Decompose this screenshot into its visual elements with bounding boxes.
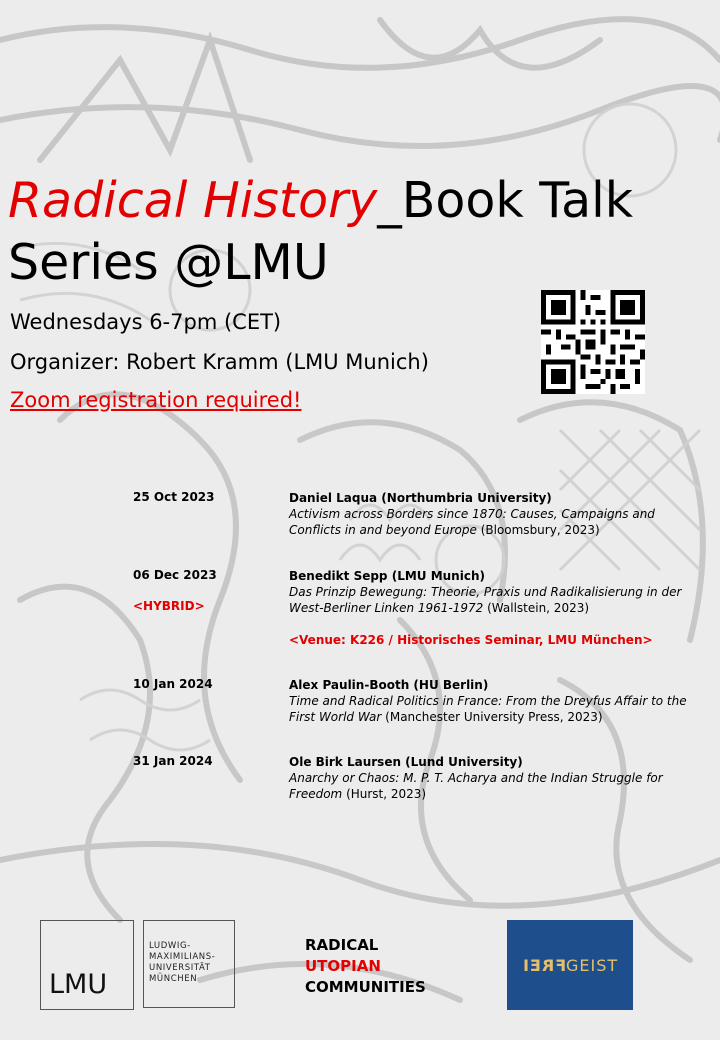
title-italic: Radical History: [8, 172, 378, 229]
organizer-text: Organizer: Robert Kramm (LMU Munich): [10, 350, 429, 374]
freigeist-text: GEIST: [565, 955, 619, 975]
ruc-line: COMMUNITIES: [305, 978, 426, 996]
lmu-wordmark: [143, 920, 235, 1008]
event-book-title: Das Prinzip Bewegung: Theorie, Praxis und Radikalisierung in der West-Berliner Linken 1961-1972: [289, 585, 682, 615]
freigeist-logo: [507, 920, 633, 1010]
schedule-text: Wednesdays 6-7pm (CET): [10, 310, 282, 334]
event-book-title: Time and Radical Politics in France: From the Dreyfus Affair to the First World War: [289, 694, 687, 724]
event-publisher: (Wallstein, 2023): [483, 601, 590, 615]
event-speaker: Daniel Laqua (Northumbria University): [289, 491, 552, 505]
event-venue: <Venue: K226 / Historisches Seminar, LMU München>: [289, 633, 653, 647]
event-publisher: (Bloomsbury, 2023): [476, 523, 600, 537]
event-speaker: Alex Paulin-Booth (HU Berlin): [289, 678, 489, 692]
lmu-name-line: UNIVERSITÄT: [149, 963, 211, 973]
event-speaker: Benedikt Sepp (LMU Munich): [289, 569, 485, 583]
ruc-line: RADICAL: [305, 936, 379, 954]
event-detail: [289, 568, 689, 648]
event-detail: [289, 677, 689, 725]
ruc-line: UTOPIAN: [305, 957, 381, 975]
zoom-registration-link[interactable]: Zoom registration required!: [10, 388, 302, 412]
lmu-name-line: MÜNCHEN: [149, 974, 198, 984]
lmu-logo: [40, 920, 134, 1010]
event-date: 25 Oct 2023: [133, 490, 215, 504]
event-publisher: (Hurst, 2023): [342, 787, 427, 801]
event-publisher: (Manchester University Press, 2023): [381, 710, 603, 724]
event-detail: [289, 754, 689, 802]
event-date: 10 Jan 2024: [133, 677, 213, 691]
event-date: 06 Dec 2023: [133, 568, 217, 582]
qr-code-icon[interactable]: [541, 290, 645, 394]
lmu-logo-mark: LMU: [49, 969, 108, 1000]
event-speaker: Ole Birk Laursen (Lund University): [289, 755, 523, 769]
event-hybrid-badge: <HYBRID>: [133, 599, 205, 613]
page-title: [8, 170, 708, 294]
lmu-name-line: MAXIMILIANS-: [149, 952, 216, 962]
lmu-name-line: LUDWIG-: [149, 941, 191, 951]
radical-utopian-communities-logo: [305, 935, 426, 998]
title-rest: _Book Talk Series @LMU: [8, 172, 634, 291]
event-book-title: Activism across Borders since 1870: Causes, Campaigns and Conflicts in and beyond Europe: [289, 507, 655, 537]
freigeist-mirrored-text: FREI: [521, 955, 566, 975]
event-book-title: Anarchy or Chaos: M. P. T. Acharya and the Indian Struggle for Freedom: [289, 771, 663, 801]
event-date: 31 Jan 2024: [133, 754, 213, 768]
event-detail: [289, 490, 689, 538]
